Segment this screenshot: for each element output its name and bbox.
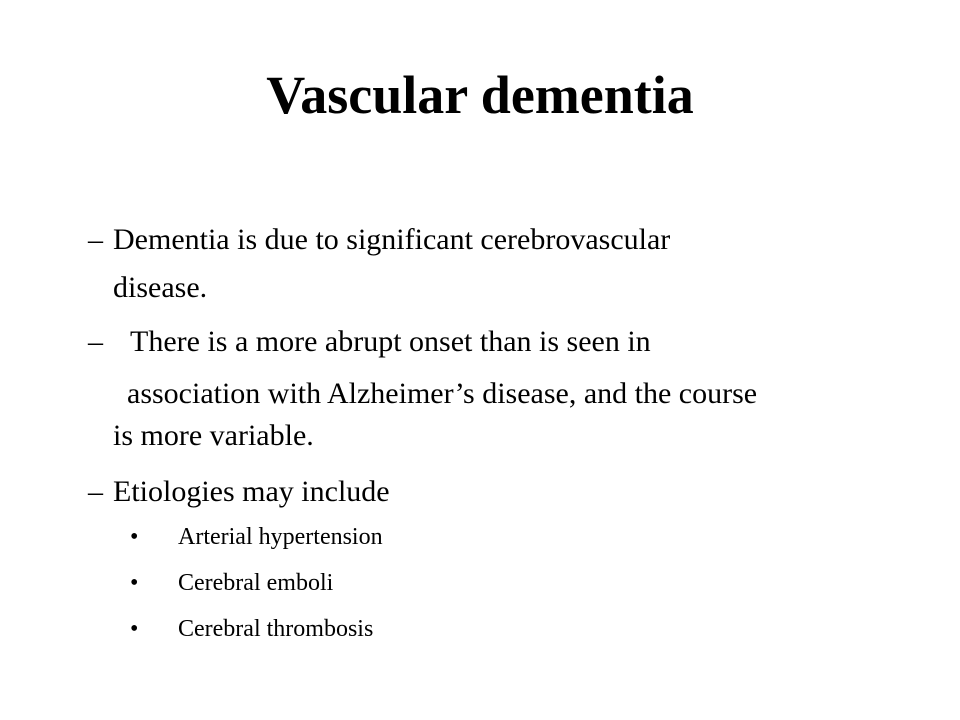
bullet-marker: • (130, 524, 139, 550)
slide-title: Vascular dementia (266, 65, 694, 125)
item-2-line-1: There is a more abrupt onset than is seen in (130, 325, 651, 358)
subitem-cerebral-emboli: Cerebral emboli (178, 570, 334, 596)
dash-marker: – (88, 223, 103, 256)
item-3-line-1: Etiologies may include (113, 475, 390, 508)
subitem-arterial-hypertension: Arterial hypertension (178, 524, 383, 550)
subitem-cerebral-thrombosis: Cerebral thrombosis (178, 616, 374, 642)
dash-marker: – (88, 475, 103, 508)
item-1-line-1: Dementia is due to significant cerebrovascular (113, 223, 671, 256)
bullet-marker: • (130, 570, 139, 596)
item-2-line-2: association with Alzheimer’s disease, and the course (127, 377, 758, 410)
item-1-line-2: disease. (113, 271, 208, 304)
dash-marker: – (88, 325, 103, 358)
item-2-line-3: is more variable. (113, 419, 314, 452)
bullet-marker: • (130, 616, 139, 642)
